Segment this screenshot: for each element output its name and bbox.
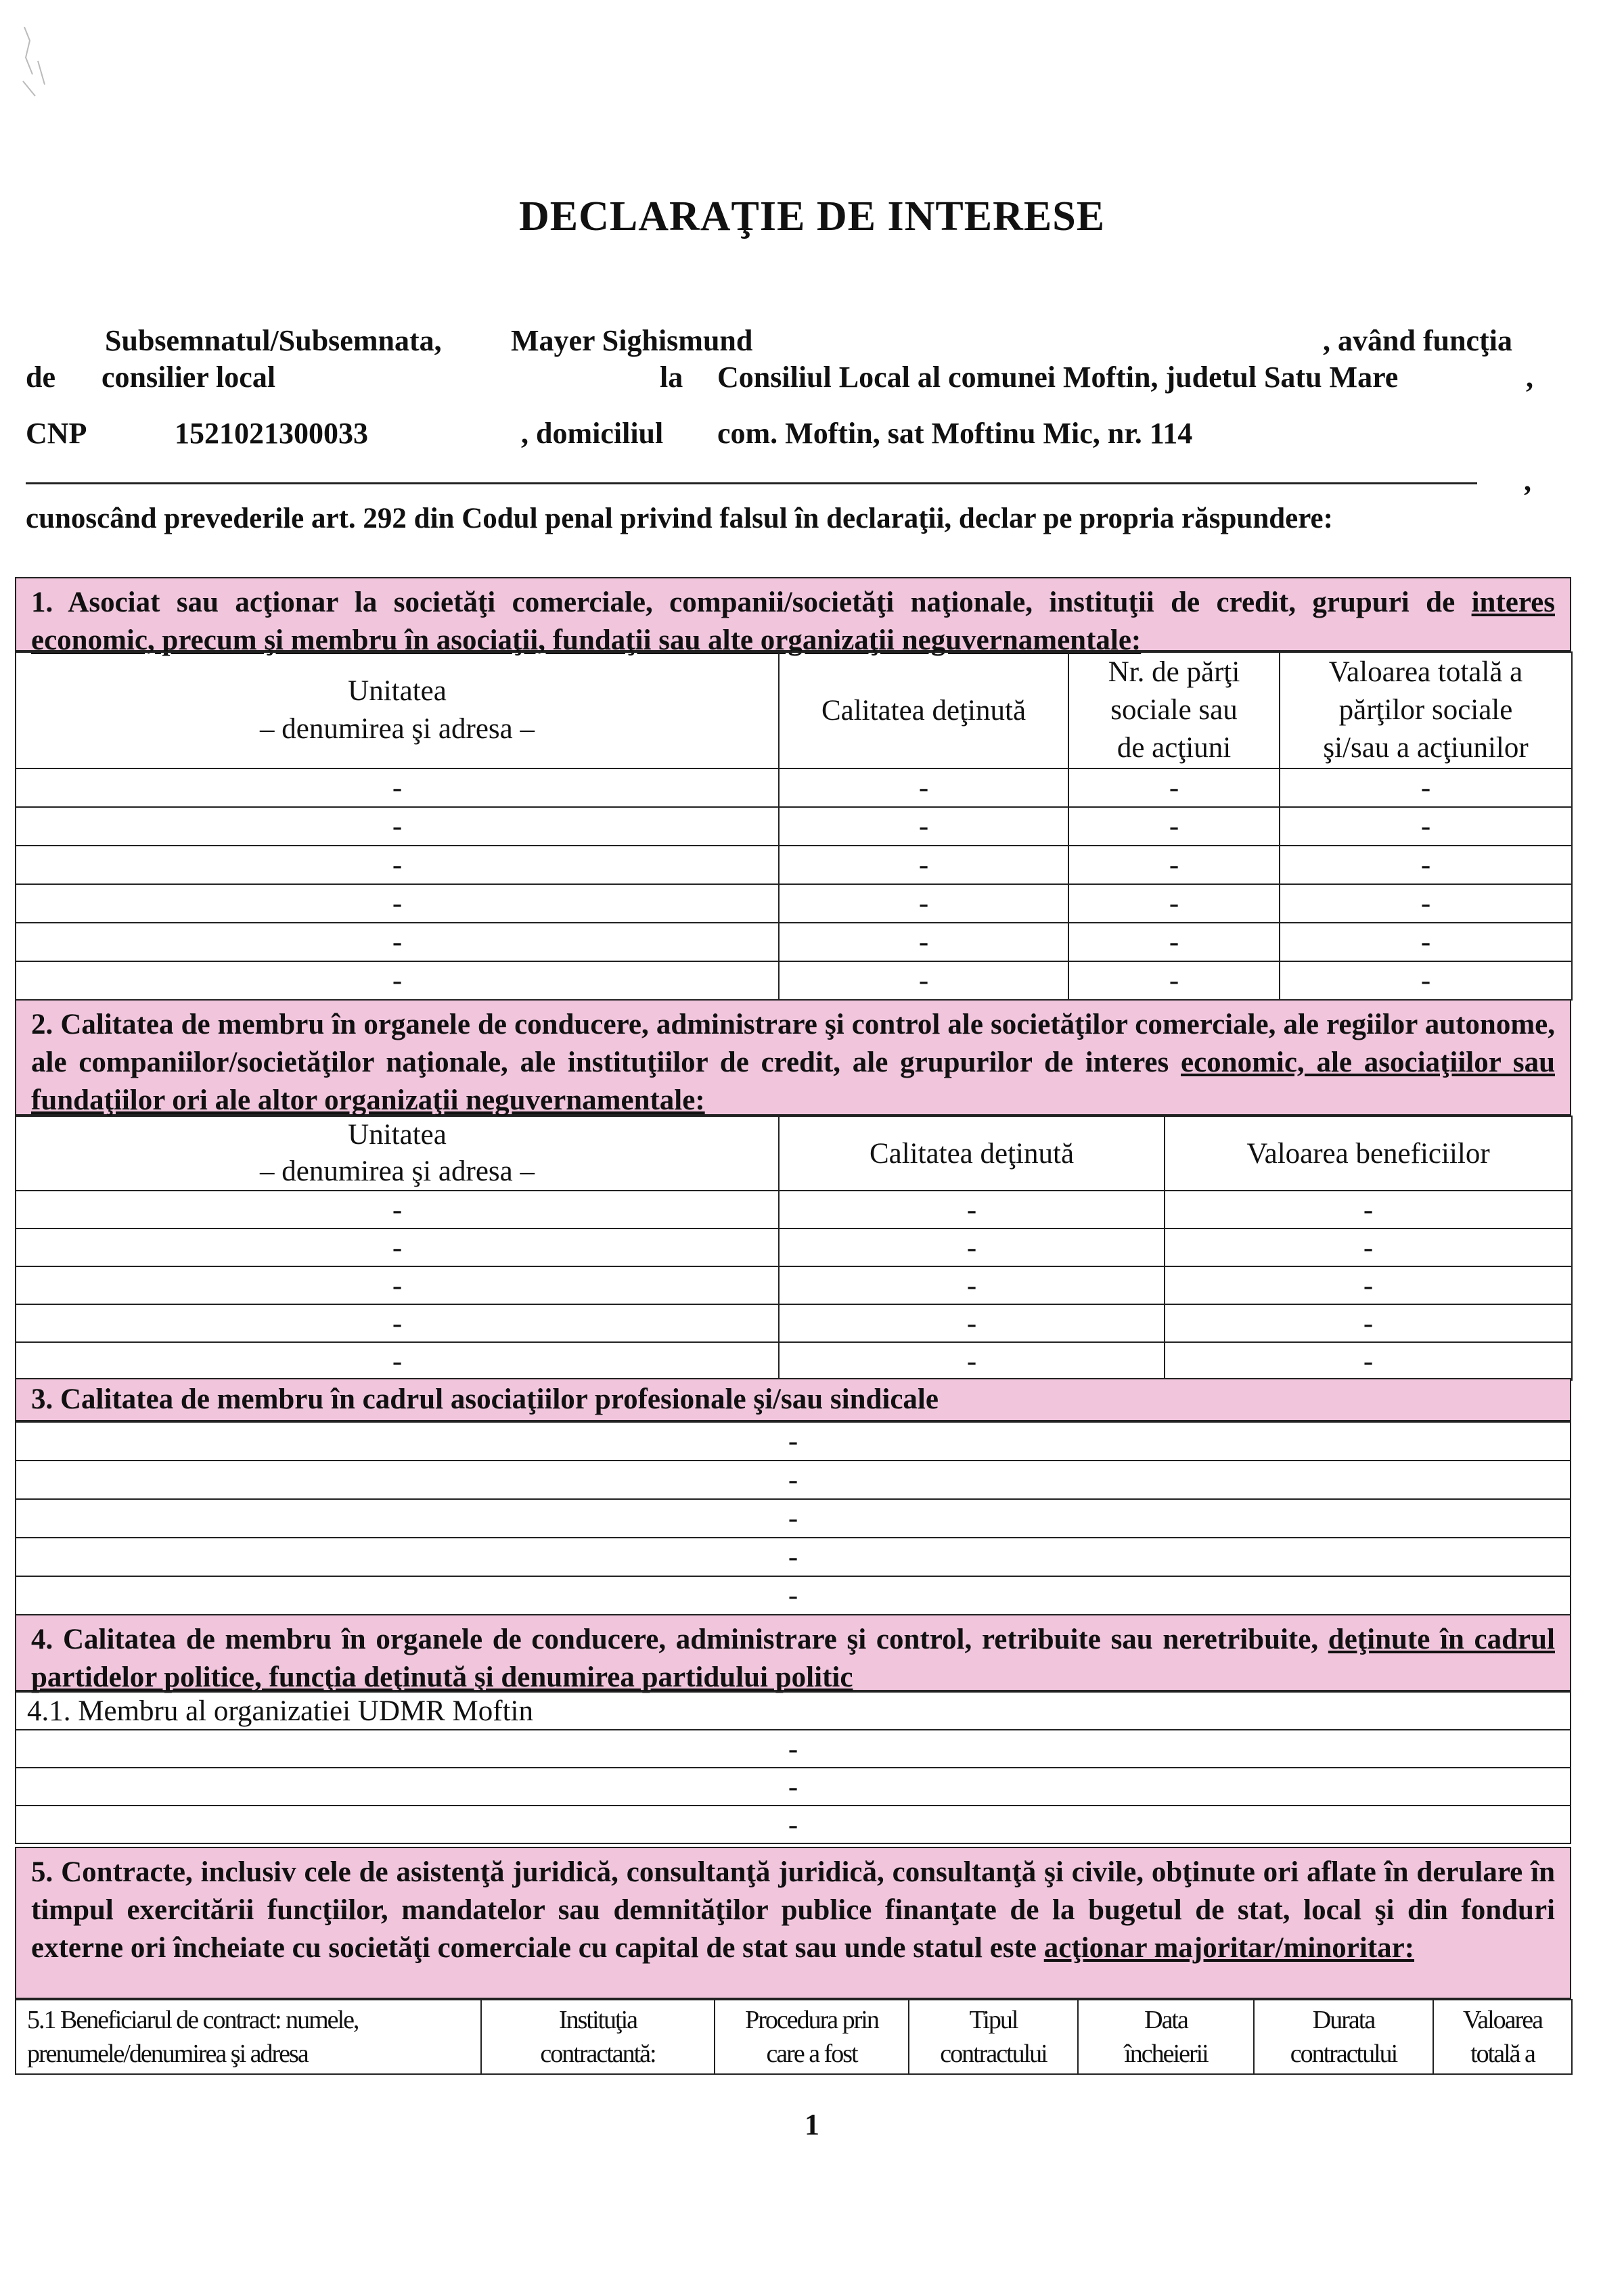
- table-row: - - - -: [16, 961, 1572, 1000]
- table-row: - - -: [16, 1304, 1572, 1342]
- table-row: - - - -: [16, 884, 1572, 923]
- table-row: -: [16, 1806, 1571, 1843]
- section5-table: [15, 1999, 1573, 2075]
- avand-functia-label: , având funcţia: [1323, 324, 1512, 357]
- section3-title: 3. Calitatea de membru în cadrul asociaţiilor profesionale şi/sau sindicale: [15, 1378, 1571, 1421]
- section2-header-row: [16, 1116, 1572, 1191]
- section5-col-tipul: Tipul contractului: [909, 2000, 1078, 2074]
- table-row: -: [16, 1499, 1571, 1538]
- section5-col-valoarea: Valoarea totală a: [1433, 2000, 1572, 2074]
- section2-col-valoarea-beneficiilor: Valoarea beneficiilor: [1165, 1116, 1572, 1191]
- section4-title-lead: 4. Calitatea de membru în organele de conducere, administrare şi control, retribuite sau neretribuite,: [31, 1624, 1328, 1655]
- table-row: -: [16, 1768, 1571, 1806]
- line-comma: ,: [1524, 464, 1531, 497]
- section5-title: [15, 1847, 1571, 1999]
- page-number: 1: [805, 2108, 819, 2141]
- table-row: - - - -: [16, 846, 1572, 884]
- section2-table: [15, 1116, 1573, 1381]
- section1-table: [15, 651, 1573, 1001]
- table-row: -: [16, 1538, 1571, 1576]
- section1-title-tail: interes economic, precum şi membru în asociaţii, fundaţii sau alte organizaţii neguvernamentale:: [31, 587, 1555, 656]
- cnp-value: 1521021300033: [175, 417, 368, 450]
- section5-col-data: Data încheierii: [1078, 2000, 1254, 2074]
- section2-title-tail: economic, ale asociaţiilor sau fundaţiilor ori ale altor organizaţii neguvernamentale:: [31, 1047, 1555, 1116]
- section1-header-row: [16, 652, 1572, 768]
- statement: cunoscând prevederile art. 292 din Codul penal privind falsul în declaraţii, declar pe propria răspundere:: [26, 503, 1333, 534]
- header-comma: ,: [1526, 361, 1533, 394]
- institution-value: Consiliul Local al comunei Moftin, judetul Satu Mare: [717, 361, 1399, 394]
- section4-title-tail: deţinute în cadrul partidelor politice, funcţia deţinută şi denumirea partidului politic: [31, 1624, 1556, 1693]
- table-row: - - - -: [16, 807, 1572, 846]
- section2-col-calitatea: Calitatea deţinută: [779, 1116, 1165, 1191]
- table-row: - - - -: [16, 923, 1572, 961]
- declarant-name: Mayer Sighismund: [511, 324, 753, 357]
- section4-title: [15, 1614, 1571, 1691]
- table-row: - - -: [16, 1229, 1572, 1266]
- table-row: - - -: [16, 1191, 1572, 1229]
- section1-col-valoarea: Valoarea totală a părţilor sociale şi/sau a acţiunilor: [1280, 652, 1572, 768]
- table-row: -: [16, 1422, 1571, 1461]
- document-title: DECLARAŢIE DE INTERESE: [518, 193, 1106, 239]
- address-value: com. Moftin, sat Moftinu Mic, nr. 114: [717, 417, 1193, 450]
- section2-title: [15, 999, 1571, 1116]
- table-row: -: [16, 1576, 1571, 1615]
- la-label: la: [660, 361, 683, 394]
- section1-title: [15, 577, 1571, 656]
- section5-col-institutia: Instituţia contractantă:: [481, 2000, 715, 2074]
- section1-title-lead: 1. Asociat sau acţionar la societăţi comerciale, companii/societăţi naţionale, instituţii de credit, grupuri de: [31, 587, 1472, 618]
- subsemnatul-label: Subsemnatul/Subsemnata,: [105, 324, 442, 357]
- cnp-label: CNP: [26, 417, 87, 450]
- section5-col-beneficiar: 5.1 Beneficiarul de contract: numele, prenumele/denumirea şi adresa: [16, 2000, 481, 2074]
- section4-table: [15, 1691, 1571, 1844]
- scan-speck: [18, 20, 58, 101]
- section5-col-durata: Durata contractului: [1254, 2000, 1433, 2074]
- section4-entry: 4.1. Membru al organizatiei UDMR Moftin: [16, 1692, 1571, 1730]
- table-row: - - -: [16, 1266, 1572, 1304]
- function-value: consilier local: [102, 361, 276, 394]
- table-row: - - -: [16, 1342, 1572, 1380]
- section1-col-calitatea: Calitatea deţinută: [779, 652, 1068, 768]
- table-row: -: [16, 1461, 1571, 1499]
- section2-title-lead: 2. Calitatea de membru în organele de conducere, administrare şi control ale societăţilor comerciale, ale regiilor autonome, ale companiilor/societăţilor naţionale, ale instituţiilor de credit, ale grupurilor de interes: [31, 1009, 1555, 1078]
- table-row: - - - -: [16, 768, 1572, 807]
- section5-title-tail: acţionar majoritar/minoritar:: [1043, 1932, 1415, 1964]
- de-label: de: [26, 361, 55, 394]
- section3-table: [15, 1421, 1571, 1615]
- section5-title-lead: 5. Contracte, inclusiv cele de asistenţă juridică, consultanţă juridică, consultanţă şi civile, obţinute ori aflate în derulare în timpul exercitării funcţiilor, mandatelor sau demnităţilor publice finanţate de la bugetul de stat, local şi din fonduri externe ori încheiate cu societăţi comerciale cu capital de stat sau unde statul este: [31, 1856, 1555, 1964]
- section1-col-unitatea: Unitatea – denumirea şi adresa –: [16, 652, 779, 768]
- section5-col-procedura: Procedura prin care a fost: [715, 2000, 909, 2074]
- blank-line: [26, 482, 1477, 484]
- table-row: -: [16, 1730, 1571, 1768]
- table-row: [16, 1692, 1571, 1730]
- section2-col-unitatea: Unitatea – denumirea şi adresa –: [16, 1116, 779, 1191]
- domiciliul-label: , domiciliul: [521, 417, 664, 450]
- section1-col-nr-parti: Nr. de părţi sociale sau de acţiuni: [1068, 652, 1280, 768]
- section5-header-row: [16, 2000, 1572, 2074]
